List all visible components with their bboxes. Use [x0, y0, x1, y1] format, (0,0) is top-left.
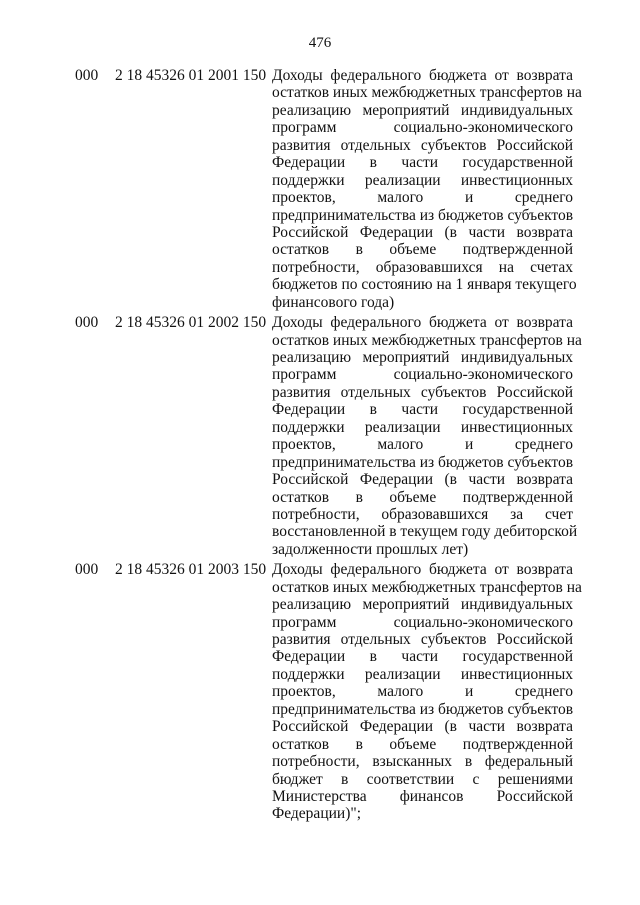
description-line: программ социально-экономического	[272, 366, 573, 384]
admin-code: 000	[75, 67, 99, 84]
admin-code: 000	[75, 561, 99, 579]
description-line: предпринимательства из бюджетов субъектов	[272, 453, 574, 471]
description-line: Федерации в части государственной	[272, 401, 573, 419]
description-line: остатков иных межбюджетных трансфертов на	[272, 578, 582, 596]
description-line: восстановленной в текущем году дебиторской	[272, 523, 578, 541]
description-line: Доходы федерального бюджета от возврата	[272, 314, 573, 332]
description-line: реализацию мероприятий индивидуальных	[272, 101, 573, 119]
description-line: поддержки реализации инвестиционных	[272, 171, 573, 189]
description-line: развития отдельных субъектов Российской	[272, 136, 573, 154]
description-line: потребности, образовавшихся на счетах	[272, 258, 573, 276]
description-line: Министерства финансов Российской	[272, 787, 573, 805]
description-line: Доходы федерального бюджета от возврата	[272, 561, 573, 579]
budget-code-list	[0, 64, 640, 823]
description-line: остатков в объеме подтвержденной	[272, 488, 573, 506]
kbk-code: 2 18 45326 01 2001 150	[115, 67, 267, 84]
entry-description	[272, 64, 582, 311]
description-line: остатков иных межбюджетных трансфертов на	[272, 331, 582, 349]
description-line: остатков в объеме подтвержденной	[272, 241, 573, 259]
description-line: Российской Федерации (в части возврата	[272, 471, 573, 489]
budget-entry-1	[0, 64, 640, 311]
description-line: бюджет в соответствии с решениями	[272, 770, 573, 788]
kbk-code: 2 18 45326 01 2003 150	[115, 561, 267, 579]
description-line: развития отдельных субъектов Российской	[272, 383, 573, 401]
description-line: бюджетов по состоянию на 1 января текущего	[272, 276, 577, 294]
kbk-code: 2 18 45326 01 2002 150	[115, 314, 267, 332]
admin-code: 000	[75, 314, 99, 332]
description-line: остатков иных межбюджетных трансфертов на	[272, 84, 582, 102]
description-line: Российской Федерации (в части возврата	[272, 223, 573, 241]
description-line: предпринимательства из бюджетов субъектов	[272, 206, 574, 224]
budget-entry-3	[0, 558, 640, 823]
description-line: реализацию мероприятий индивидуальных	[272, 596, 573, 614]
description-line: реализацию мероприятий индивидуальных	[272, 349, 573, 366]
description-line: Федерации в части государственной	[272, 648, 573, 666]
description-line: поддержки реализации инвестиционных	[272, 418, 573, 436]
budget-entry-2	[0, 311, 640, 558]
description-line: развития отдельных субъектов Российской	[272, 631, 573, 648]
description-line: проектов, малого и среднего	[272, 683, 573, 701]
description-line: потребности, образовавшихся за счет	[272, 505, 573, 523]
description-line: Федерации в части государственной	[272, 154, 573, 172]
description-line: предпринимательства из бюджетов субъектов	[272, 700, 574, 718]
description-line: Российской Федерации (в части возврата	[272, 718, 573, 736]
description-line: поддержки реализации инвестиционных	[272, 665, 573, 683]
description-line: Доходы федерального бюджета от возврата	[272, 67, 573, 84]
description-line: Федерации)";	[272, 805, 361, 823]
description-line: потребности, взысканных в федеральный	[272, 753, 573, 771]
description-line: проектов, малого и среднего	[272, 436, 573, 454]
page-number: 476	[308, 35, 332, 51]
description-line: финансового года)	[272, 293, 395, 311]
entry-description	[272, 311, 582, 558]
description-line: задолженности прошлых лет)	[272, 540, 469, 558]
description-line: проектов, малого и среднего	[272, 189, 573, 207]
description-line: программ социально-экономического	[272, 119, 573, 137]
entry-description	[272, 558, 582, 823]
description-line: программ социально-экономического	[272, 613, 573, 631]
description-line: остатков в объеме подтвержденной	[272, 735, 573, 753]
